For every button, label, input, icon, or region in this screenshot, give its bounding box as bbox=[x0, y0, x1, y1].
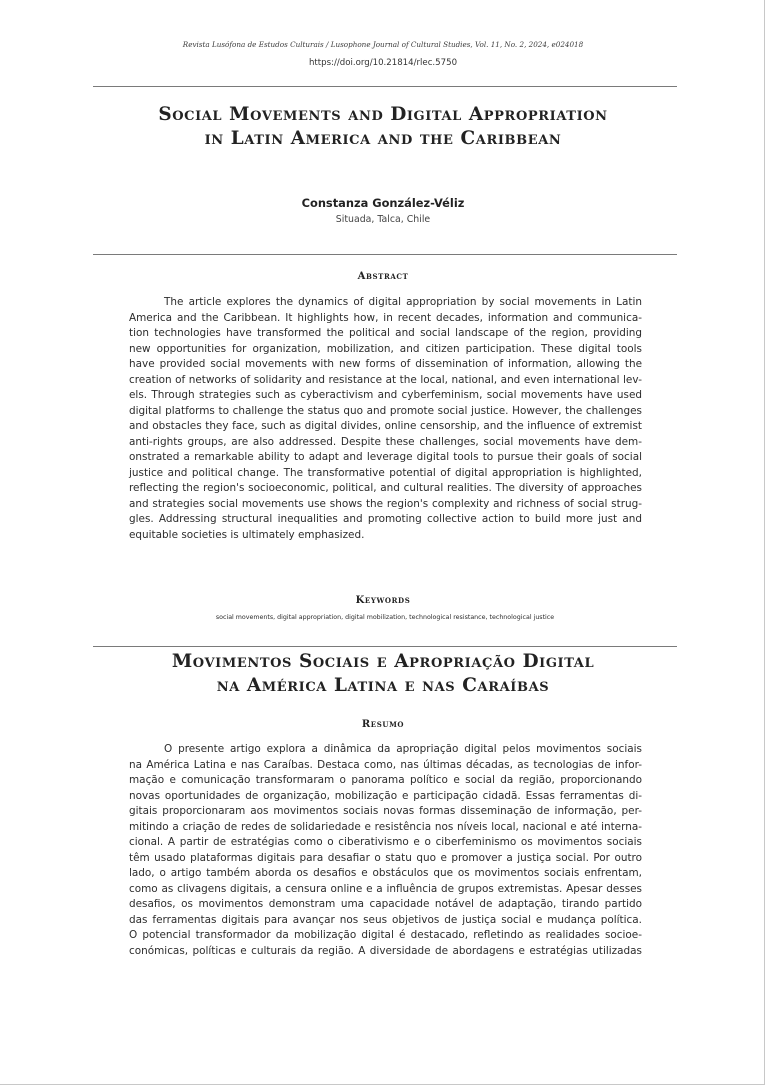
abstract-line: equitable societies is ultimately emphasized. bbox=[129, 528, 365, 541]
resumo-line: O presente artigo explora a dinâmica da apropriação digital pelos movimentos sociais bbox=[164, 743, 642, 755]
abstract-line: justice and political change. The transformative potential of digital appropriation is highlighted, bbox=[129, 466, 642, 479]
abstract-line: new opportunities for organization, mobilization, and citizen participation. These digital tools bbox=[129, 342, 642, 355]
resumo-line: lado, o artigo também aborda os desafios e obstáculos que os movimentos sociais enfrentam, bbox=[129, 867, 642, 879]
abstract-line: digital platforms to challenge the status quo and promote social justice. However, the challenges bbox=[129, 404, 642, 417]
title-pt-line-2: na América Latina e nas Caraíbas bbox=[216, 675, 550, 696]
resumo-heading: Resumo bbox=[361, 719, 405, 730]
abstract-line: els. Through strategies such as cyberactivism and cyberfeminism, social movements have used bbox=[129, 389, 642, 401]
abstract-line: The article explores the dynamics of digital appropriation by social movements in Latin bbox=[164, 296, 642, 308]
article-title-en bbox=[0, 103, 766, 151]
abstract-line: gles. Addressing structural inequalities and promoting collective action to build more just and bbox=[129, 513, 642, 525]
author-name: Constanza González-Véliz bbox=[301, 196, 465, 210]
resumo-line: cional. A partir de estratégias como o ciberativismo e o ciberfeminismo os movimentos sociais bbox=[129, 836, 642, 848]
abstract-divider bbox=[93, 254, 677, 255]
resumo-line: desafios, os movimentos demonstram uma capacidade notável de adaptação, tirando partido bbox=[129, 898, 642, 910]
resumo-line: têm usado plataformas digitais para desafiar o statu quo e promover a justiça social. Por outro bbox=[129, 851, 642, 864]
resumo-line: na América Latina e nas Caraíbas. Destaca como, nas últimas décadas, as tecnologias de infor- bbox=[129, 758, 642, 771]
article-title-pt bbox=[0, 650, 766, 698]
keywords-heading: Keywords bbox=[355, 595, 411, 606]
abstract-line: tion technologies have transformed the political and social landscape of the region, providing bbox=[129, 327, 642, 339]
header-divider bbox=[93, 86, 677, 87]
resumo-line: mitindo a criação de redes de solidariedade e resistência nos níveis local, nacional e até interna- bbox=[129, 820, 642, 833]
resumo-line: como as clivagens digitais, a censura online e a influência de grupos extremistas. Apesar desses bbox=[129, 882, 642, 895]
title-en-line-1: Social Movements and Digital Appropriation bbox=[158, 104, 608, 125]
keywords-divider bbox=[93, 646, 677, 647]
abstract-line: and strategies social movements use shows the region's complexity and richness of social strug- bbox=[129, 497, 642, 510]
resumo-line: das ferramentas digitais para avançar nos seus objetivos de justiça social e mudança política. bbox=[129, 913, 642, 926]
abstract-line: anti-rights groups, are also addressed. Despite these challenges, social movements have dem- bbox=[129, 435, 642, 448]
resumo-line: O potencial transformador da mobilização digital é destacado, refletindo as realidades socioe- bbox=[129, 929, 642, 941]
resumo-line: mação e comunicação transformaram o panorama político e social da região, proporcionando bbox=[129, 774, 642, 786]
abstract-line: onstrated a remarkable ability to adapt and leverage digital tools to pursue their goals of social bbox=[129, 451, 642, 463]
resumo-line: gitais proporcionaram aos movimentos sociais novas formas disseminação de informação, per- bbox=[129, 805, 642, 817]
title-pt-line-1: Movimentos Sociais e Apropriação Digital bbox=[171, 651, 595, 672]
resumo-line: conómicas, políticas e culturais da região. A diversidade de abordagens e estratégias utilizadas bbox=[129, 944, 642, 957]
abstract-heading: Abstract bbox=[357, 271, 409, 282]
abstract-line: America and the Caribbean. It highlights how, in recent decades, information and communica- bbox=[129, 311, 642, 324]
doi-link[interactable]: https://doi.org/10.21814/rlec.5750 bbox=[308, 58, 458, 68]
abstract-line: have provided social movements with new forms of dissemination of information, allowing the bbox=[129, 358, 642, 370]
resumo-line: novas oportunidades de organização, mobilização e participação cidadã. Essas ferramentas di- bbox=[129, 789, 642, 802]
resumo-body bbox=[129, 742, 642, 959]
journal-citation: Revista Lusófona de Estudos Culturais / Lusophone Journal of Cultural Studies, Vol. 11, No. 2, 2024, e024018 bbox=[182, 40, 584, 49]
keywords-list: social movements, digital appropriation, digital mobilization, technological resistance, technological justice bbox=[215, 614, 555, 621]
abstract-line: creation of networks of solidarity and resistance at the local, national, and even international lev- bbox=[129, 373, 642, 386]
author-affiliation: Situada, Talca, Chile bbox=[335, 214, 431, 225]
abstract-body bbox=[129, 295, 642, 543]
abstract-line: reflecting the region's socioeconomic, political, and cultural realities. The diversity of approaches bbox=[129, 482, 642, 494]
abstract-line: and obstacles they face, such as digital divides, online censorship, and the influence of extremist bbox=[129, 420, 642, 432]
title-en-line-2: in Latin America and the Caribbean bbox=[204, 128, 562, 149]
